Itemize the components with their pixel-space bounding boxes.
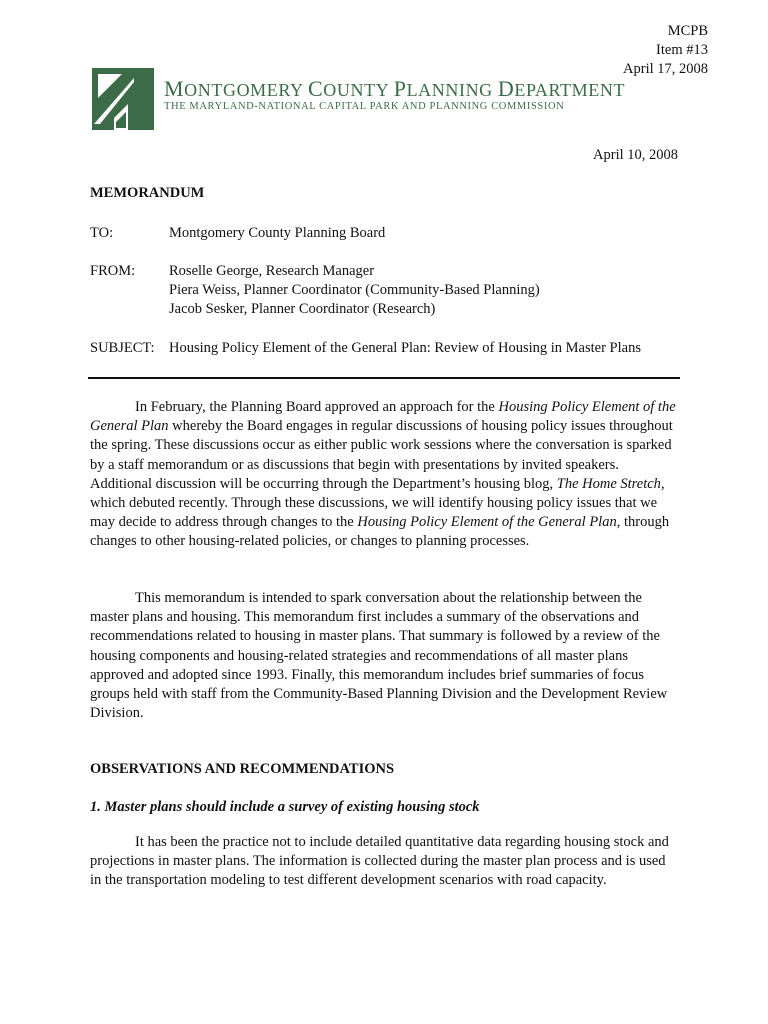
item-reference [623,22,708,79]
intro-paragraph: In February, the Planning Board approved an approach for the Housing Policy Element of the General Plan whereby the Board engages in regular discussions of housing policy issues throughout the spring. These discussions occur as either public work sessions where the conversation is sparked by a staff memorandum or as discussions that begin with presentations by invited speakers. Additional discussion will be occurring through the Department’s housing blog, The Home Stretch, which debuted recently. Through these discussions, we will identify housing policy issues that we may decide to address through changes to the Housing Policy Element of the General Plan, through changes to other housing-related policies, or changes to planning processes. [90,399,676,550]
department-subtitle: THE MARYLAND-NATIONAL CAPITAL PARK AND PLANNING COMMISSION [164,101,565,112]
from-author: Jacob Sesker, Planner Coordinator (Research) [169,301,436,317]
purpose-paragraph: This memorandum is intended to spark conversation about the relationship between the master plans and housing. This memorandum first includes a summary of the observations and recommendations related to housing in master plans. That summary is followed by a review of the housing components and housing-related strategies and recommendations of all master plans approved and adopted since 1993. Finally, this memorandum includes brief summaries of focus groups held with staff from the Community-Based Planning Division and the Development Review Division. [90,590,668,722]
meeting-code: MCPB [667,23,708,39]
subject-label: SUBJECT: [90,340,155,356]
header-divider [88,377,680,379]
from-author: Roselle George, Research Manager [169,263,375,279]
meeting-date: April 17, 2008 [623,61,708,77]
from-author: Piera Weiss, Planner Coordinator (Community-Based Planning) [169,282,540,298]
to-label: TO: [90,225,114,241]
recommendation-heading: 1. Master plans should include a survey of existing housing stock [90,799,480,815]
item-number: Item #13 [656,42,708,58]
memo-heading: MEMORANDUM [90,185,205,201]
from-label: FROM: [90,263,136,279]
department-name: MONTGOMERY COUNTY PLANNING DEPARTMENT [164,76,626,101]
memo-date: April 10, 2008 [593,147,678,163]
section-heading: OBSERVATIONS AND RECOMMENDATIONS [90,761,395,777]
subject-value: Housing Policy Element of the General Plan: Review of Housing in Master Plans [169,340,641,356]
department-logo-icon [92,68,154,130]
recommendation-paragraph: It has been the practice not to include detailed quantitative data regarding housing stock and projections in master plans. The information is collected during the master plan process and is used in the transportation modeling to test different development scenarios with road capacity. [90,834,669,889]
to-value: Montgomery County Planning Board [169,225,386,241]
